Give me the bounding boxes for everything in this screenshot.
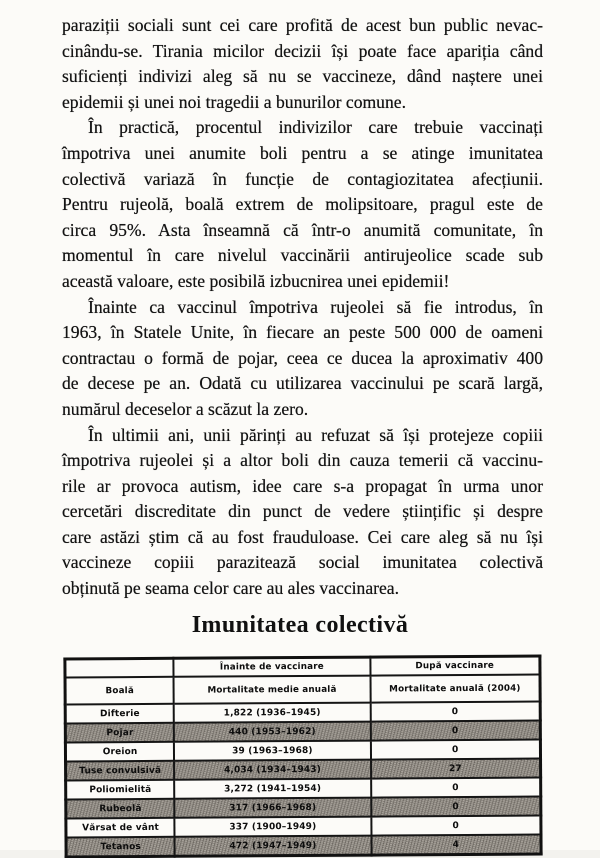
text-line: momentul în care nivelul vaccinării antirujeolice scade sub: [62, 245, 543, 266]
before-vaccination-cell: 317 (1966–1968): [175, 798, 371, 818]
text-line: cercetări discreditate din punct de vedere științific și despre: [62, 501, 543, 522]
after-vaccination-cell: 0: [371, 797, 541, 817]
text-line: împotriva unei anumite boli pentru a se atinge imunitatea: [62, 142, 543, 163]
text-line: Înainte ca vaccinul împotriva rujeolei să fie introdus, în: [88, 296, 543, 317]
disease-cell: Tuse convulsivă: [66, 761, 175, 781]
before-vaccination-cell: 3,272 (1941–1954): [174, 779, 370, 799]
text-line: epidemii și unei noi tragedii a bunurilor comune.: [62, 91, 406, 112]
text-line: această valoare, este posibilă izbucnirea unei epidemii!: [62, 270, 450, 291]
text-line: numărul deceselor a scăzut la zero.: [62, 398, 309, 419]
text-line: împotriva rujeolei și a altor boli din cauza temerii că vaccinu-: [62, 450, 543, 471]
col-header-avg-annual-mortality: Mortalitate medie anuală: [174, 676, 370, 704]
text-line: suficienți indivizi aleg să nu se vaccineze, dând naștere unei: [62, 66, 543, 87]
paragraph: [62, 13, 543, 115]
before-vaccination-cell: 337 (1900–1949): [175, 817, 371, 837]
after-vaccination-cell: 0: [370, 740, 540, 760]
text-line: care astăzi știm că au fost frauduloase. Cei care aleg să nu își: [62, 526, 543, 547]
text-line: circa 95%. Asta înseamnă că într-o anumită comunitate, în: [62, 219, 543, 240]
after-vaccination-cell: 0: [371, 816, 541, 836]
before-vaccination-cell: 39 (1963–1968): [174, 741, 370, 761]
table-column-header-row: [65, 675, 540, 705]
paragraph: [62, 423, 543, 602]
disease-cell: Difterie: [65, 704, 174, 724]
paragraph: [62, 115, 543, 294]
disease-cell: Rubeolă: [66, 799, 175, 819]
after-vaccination-cell: 0: [370, 721, 540, 741]
table-body: [65, 702, 541, 857]
header-before-vaccination: Înainte de vaccinare: [174, 657, 370, 677]
disease-cell: Pojar: [65, 723, 174, 743]
table-title: Imunitatea colectivă: [191, 612, 409, 638]
text-line: de decese pe an. Odată cu utilizarea vaccinului pe scară largă,: [62, 373, 543, 394]
before-vaccination-cell: 4,034 (1934–1943): [174, 760, 370, 780]
before-vaccination-cell: 472 (1947–1949): [175, 836, 371, 857]
before-vaccination-cell: 1,822 (1936–1945): [174, 703, 370, 723]
body-text: [62, 13, 543, 602]
disease-cell: Oreion: [65, 742, 174, 762]
disease-cell: Poliomielită: [66, 780, 175, 800]
after-vaccination-cell: 27: [371, 759, 541, 779]
text-line: vaccineze copiii parazitează social imunitatea colectivă: [62, 552, 543, 573]
table-row: [66, 835, 541, 857]
text-line: Pentru rujeolă, boală extrem de molipsitoare, pragul este de: [62, 194, 543, 215]
disease-cell: Tetanos: [66, 837, 175, 857]
text-line: În ultimii ani, unii părinți au refuzat să își protejeze copiii: [88, 424, 543, 445]
text-line: rile ar provoca autism, idee care s-a propagat în urma unor: [62, 475, 543, 496]
after-vaccination-cell: 4: [371, 835, 541, 856]
immunity-table: [63, 655, 542, 858]
text-line: cinându-se. Tirania micilor decizii își poate face apariția când: [62, 40, 543, 61]
herd-immunity-table: [63, 655, 542, 858]
col-header-annual-mortality-2004: Mortalitate anuală (2004): [370, 675, 540, 703]
after-vaccination-cell: 0: [371, 778, 541, 798]
after-vaccination-cell: 0: [370, 702, 540, 722]
col-header-disease: Boală: [65, 677, 174, 705]
text-line: 1963, în Statele Unite, în fiecare an peste 500 000 de oameni: [62, 322, 543, 343]
disease-cell: Vărsat de vânt: [66, 818, 175, 838]
text-line: obținută pe seama celor care au ales vaccinarea.: [62, 578, 400, 599]
text-line: În practică, procentul indivizilor care trebuie vaccinați: [88, 117, 543, 138]
header-after-vaccination: După vaccinare: [370, 656, 540, 676]
paragraph: [62, 295, 543, 423]
before-vaccination-cell: 440 (1953–1962): [174, 722, 370, 742]
text-line: colectivă variază în funcție de contagiozitatea afecțiunii.: [62, 168, 543, 189]
empty-header-cell: [65, 658, 174, 677]
text-line: paraziții sociali sunt cei care profită de acest bun public nevac-: [62, 15, 543, 35]
text-line: contractau o formă de pojar, ceea ce ducea la aproximativ 400: [62, 347, 543, 368]
